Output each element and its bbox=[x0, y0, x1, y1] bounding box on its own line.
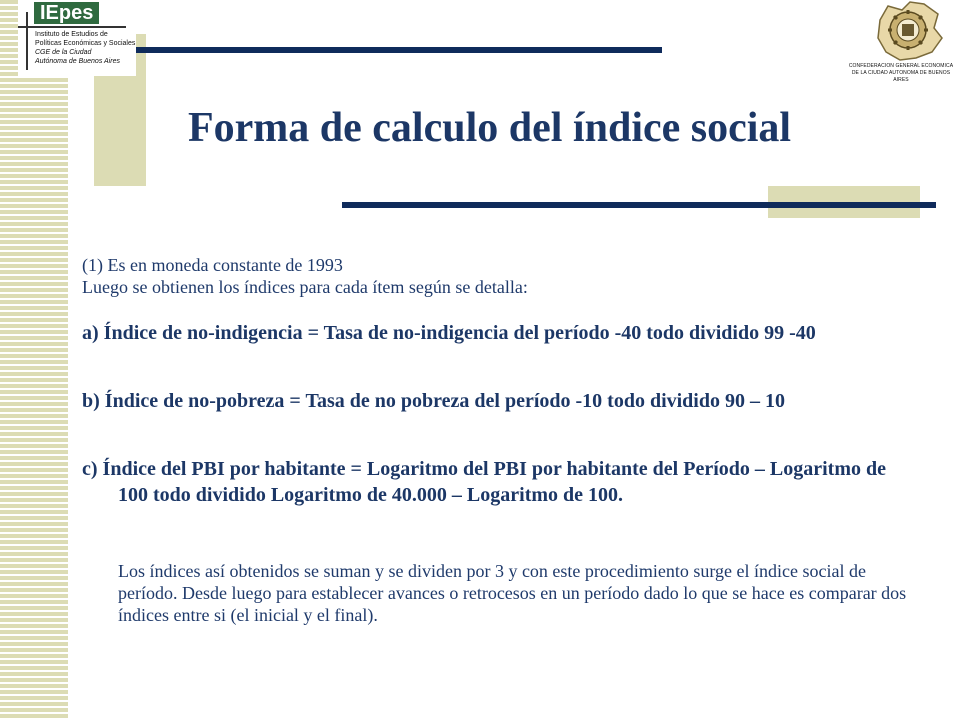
note-line: (1) Es en moneda constante de 1993 bbox=[82, 255, 343, 275]
note-line: Luego se obtienen los índices para cada ítem según se detalla: bbox=[82, 277, 528, 297]
logo-vertical-rule bbox=[26, 12, 28, 70]
top-navy-line bbox=[136, 47, 662, 53]
logo-rule bbox=[18, 26, 126, 28]
emblem-caption bbox=[846, 63, 956, 84]
formula-item-b: b) Índice de no-pobreza = Tasa de no pobreza del período -10 todo dividido 90 – 10 bbox=[82, 390, 785, 412]
logo-title: IEpes bbox=[34, 2, 99, 24]
logo-line: Instituto de Estudios de bbox=[35, 31, 108, 38]
emblem-caption-line: DE LA CIUDAD AUTONOMA DE BUENOS AIRES bbox=[851, 70, 951, 83]
left-stripe-decoration bbox=[0, 0, 68, 720]
logo-line: Autónoma de Buenos Aires bbox=[35, 58, 120, 65]
logo-text bbox=[35, 30, 135, 66]
page-title: Forma de calculo del índice social bbox=[188, 105, 792, 151]
bottom-navy-line bbox=[342, 202, 936, 208]
logo-line: Políticas Económicas y Sociales bbox=[35, 40, 136, 47]
formula-item-a: a) Índice de no-indigencia = Tasa de no-indigencia del período -40 todo dividido 99 -40 bbox=[82, 322, 816, 344]
logo-line: CGE de la Ciudad bbox=[35, 49, 92, 56]
formula-item-c: c) Índice del PBI por habitante = Logaritmo del PBI por habitante del Período – Logaritmo de 100 todo dividido Logaritmo de 40.000 – Logaritmo de 100. bbox=[82, 458, 886, 506]
summary-paragraph: Los índices así obtenidos se suman y se dividen por 3 y con este procedimiento surge el índice social de período. Desde luego para establecer avances o retrocesos en un período dado lo que se hace es comparar dos índices entre si (el inicial y el final). bbox=[118, 561, 907, 625]
confederation-emblem-icon bbox=[872, 0, 944, 62]
emblem-caption-line: CONFEDERACION GENERAL ECONOMICA bbox=[848, 63, 954, 69]
